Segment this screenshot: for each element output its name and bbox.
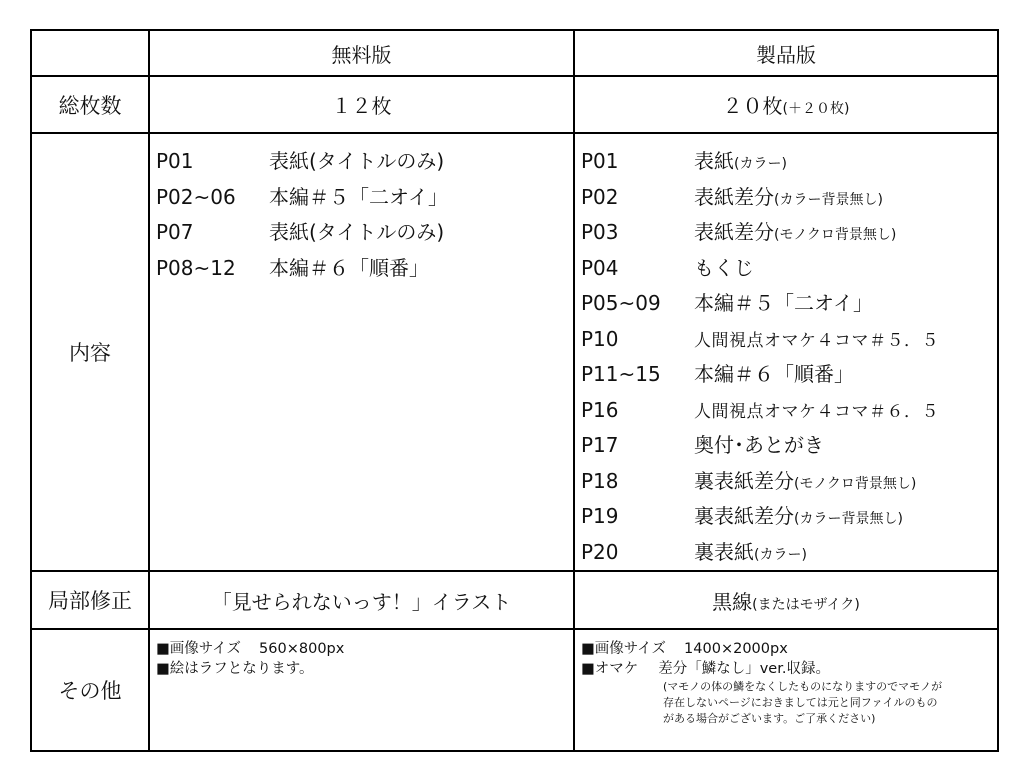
footnote-line: 存在しないページにおきましては元と同ファイルのもの xyxy=(663,696,938,709)
page-number: P16 xyxy=(581,397,619,422)
image-size-value: 560×800px xyxy=(259,641,345,657)
other-free-line xyxy=(156,639,573,659)
list-item xyxy=(156,180,573,216)
other-product-line xyxy=(581,639,997,659)
other-product-line xyxy=(581,659,997,679)
page-description: 表紙差分 xyxy=(694,220,774,244)
header-row xyxy=(31,30,998,76)
footnote-line: (マモノの体の鱗をなくしたものになりますのでマモノが xyxy=(663,680,943,693)
image-size-label: ■画像サイズ xyxy=(156,641,242,657)
content-label: 内容 xyxy=(31,133,149,571)
page-description: 本編＃６「順番」 xyxy=(694,362,854,386)
other-row xyxy=(31,629,998,751)
page-number: P18 xyxy=(581,468,619,493)
page-number: P11~15 xyxy=(581,362,661,386)
header-free: 無料版 xyxy=(149,30,574,76)
other-product-cell xyxy=(574,629,998,751)
other-free-line: ■絵はラフとなります。 xyxy=(156,661,314,677)
bonus-label: ■オマケ xyxy=(581,661,639,677)
list-item xyxy=(581,322,997,358)
total-product-main: ２０枚 xyxy=(722,94,783,118)
edition-comparison-table xyxy=(30,29,999,752)
content-free-cell xyxy=(149,133,574,571)
content-product-cell xyxy=(574,133,998,571)
list-item xyxy=(581,428,997,464)
page-number: P05~09 xyxy=(581,291,661,315)
page-number: P01 xyxy=(581,149,619,173)
other-label: その他 xyxy=(31,629,149,751)
partial-fix-product-note: (またはモザイク) xyxy=(752,596,860,613)
list-item xyxy=(581,535,997,571)
page-description: 人間視点オマケ４コマ＃６．５ xyxy=(694,401,939,422)
page-description: 奥付･あとがき xyxy=(694,433,824,457)
list-item xyxy=(581,393,997,429)
page-description: 本編＃５「二オイ」 xyxy=(269,184,448,209)
bonus-footnote xyxy=(581,679,997,727)
list-item xyxy=(156,251,573,287)
page-description: もくじ xyxy=(694,255,754,280)
total-row xyxy=(31,76,998,133)
other-free-cell xyxy=(149,629,574,751)
page-description: 表紙 xyxy=(694,149,734,173)
total-free: １２枚 xyxy=(149,76,574,133)
page-number: P19 xyxy=(581,504,619,528)
list-item xyxy=(156,144,573,180)
list-item xyxy=(581,180,997,216)
list-item xyxy=(581,251,997,287)
partial-fix-label: 局部修正 xyxy=(31,571,149,629)
page-description: 表紙(タイトルのみ) xyxy=(269,220,445,244)
list-item xyxy=(581,144,997,180)
page-number: P10 xyxy=(581,326,619,351)
page-number: P08~12 xyxy=(156,255,236,280)
page-note: (カラー) xyxy=(754,546,807,563)
page-description: 裏表紙差分 xyxy=(694,504,794,528)
list-item xyxy=(581,464,997,500)
total-product-note: (＋２０枚) xyxy=(782,101,850,117)
page-description: 裏表紙 xyxy=(694,539,754,564)
page-note: (モノクロ背景無し) xyxy=(774,227,897,243)
page-description: 表紙(タイトルのみ) xyxy=(269,149,445,173)
page-description: 本編＃６「順番」 xyxy=(269,255,429,280)
page-number: P04 xyxy=(581,255,619,280)
partial-fix-row xyxy=(31,571,998,629)
partial-fix-product xyxy=(574,571,998,629)
page-number: P02 xyxy=(581,184,619,209)
page-number: P20 xyxy=(581,539,619,564)
list-item xyxy=(581,286,997,322)
image-size-label: ■画像サイズ xyxy=(581,641,667,657)
page-note: (モノクロ背景無し) xyxy=(794,475,917,492)
page-description: 人間視点オマケ４コマ＃５．５ xyxy=(694,330,939,351)
page-note: (カラー背景無し) xyxy=(794,511,903,527)
page-number: P03 xyxy=(581,220,619,244)
total-label: 総枚数 xyxy=(31,76,149,133)
footnote-line: がある場合がございます。ご了承ください) xyxy=(663,712,876,725)
list-item xyxy=(581,357,997,393)
page-number: P01 xyxy=(156,149,194,173)
page-number: P17 xyxy=(581,433,619,457)
page-description: 本編＃５「二オイ」 xyxy=(694,291,873,315)
page-number: P02~06 xyxy=(156,184,236,209)
list-item xyxy=(581,499,997,535)
image-size-value: 1400×2000px xyxy=(684,641,788,657)
page-description: 表紙差分 xyxy=(694,184,774,209)
bonus-value: 差分「鱗なし」ver.収録。 xyxy=(658,661,830,677)
page-note: (カラー背景無し) xyxy=(774,191,883,208)
list-item xyxy=(156,215,573,251)
list-item xyxy=(581,215,997,251)
header-product: 製品版 xyxy=(574,30,998,76)
total-product xyxy=(574,76,998,133)
page-description: 裏表紙差分 xyxy=(694,468,794,493)
header-corner-cell xyxy=(31,30,149,76)
content-row xyxy=(31,133,998,571)
partial-fix-product-main: 黒線 xyxy=(712,589,753,614)
page-note: (カラー) xyxy=(734,156,787,172)
page-number: P07 xyxy=(156,220,194,244)
partial-fix-free: 「見せられないっす！」イラスト xyxy=(149,571,574,629)
